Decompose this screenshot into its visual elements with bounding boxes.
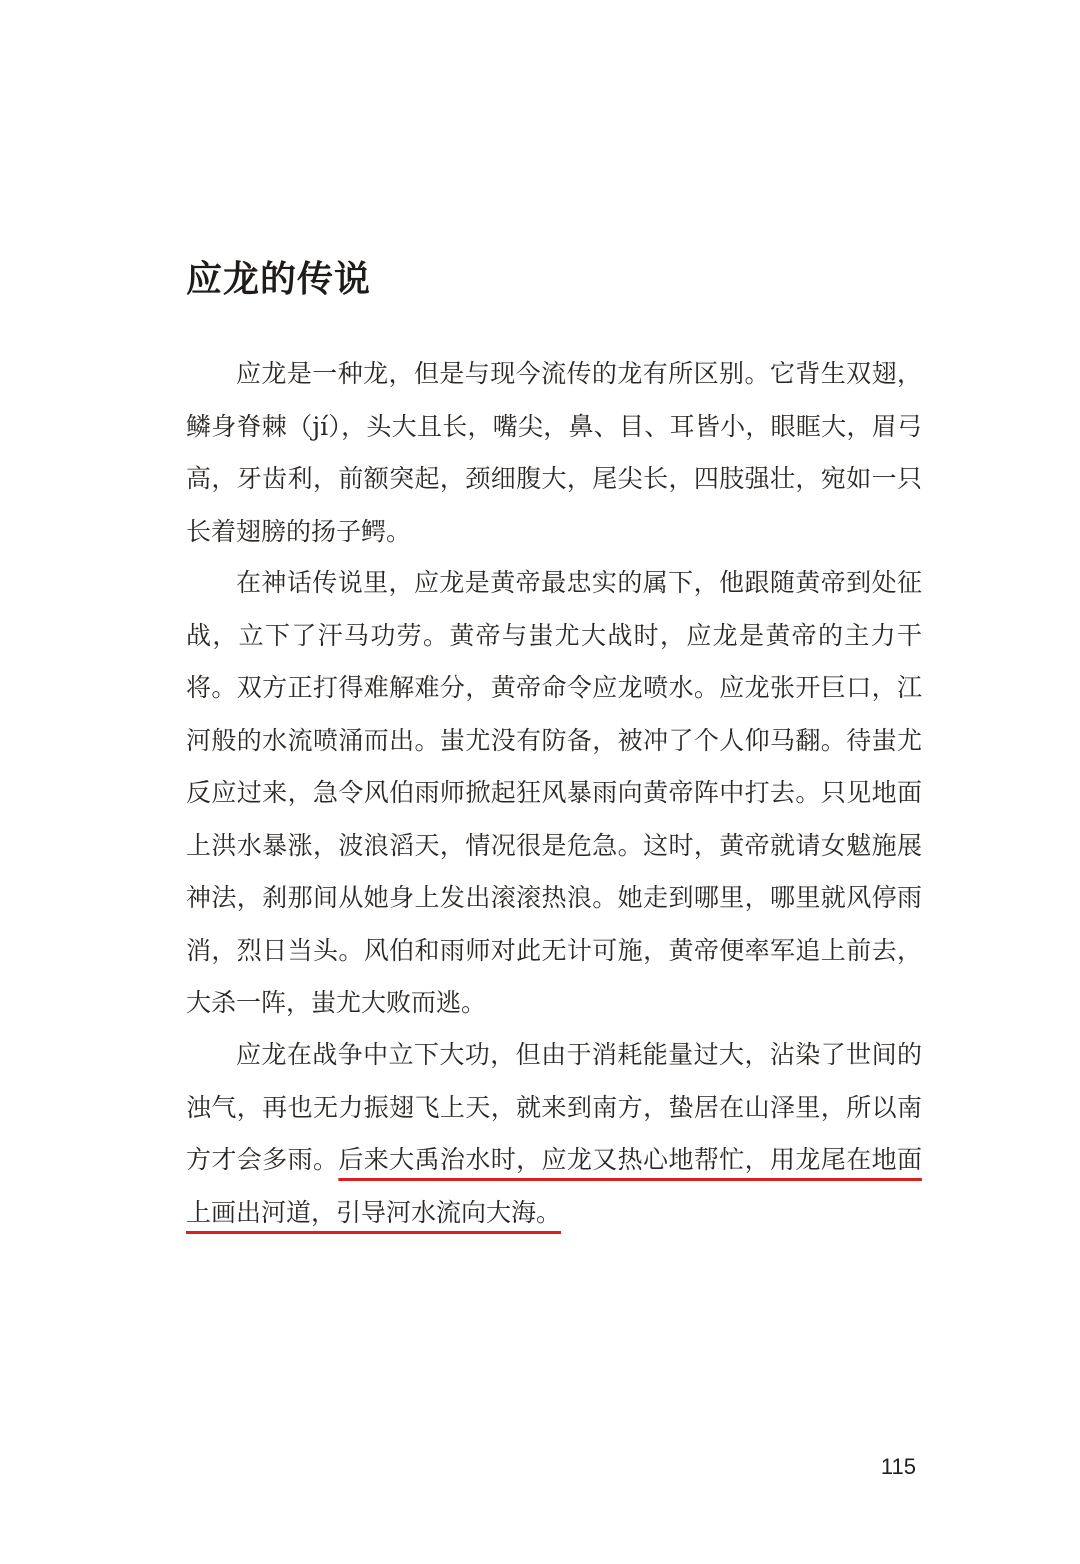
- paragraph-2: 在神话传说里，应龙是黄帝最忠实的属下，他跟随黄帝到处征战，立下了汗马功劳。黄帝与蚩尤大战时，应龙是黄帝的主力干将。双方正打得难解难分，黄帝命令应龙喷水。应龙张开巨口，江河般的水流喷涌而出。蚩尤没有防备，被冲了个人仰马翻。待蚩尤反应过来，急令风伯雨师掀起狂风暴雨向黄帝阵中打去。只见地面上洪水暴涨，波浪滔天，情况很是危急。这时，黄帝就请女魃施展神法，刹那间从她身上发出滚滚热浪。她走到哪里，哪里就风停雨消，烈日当头。风伯和雨师对此无计可施，黄帝便率军追上前去，大杀一阵，蚩尤大败而逃。: [186, 568, 922, 1017]
- page-title: 应龙的传说: [186, 259, 372, 300]
- paragraph-3-text: 应龙在战争中立下大功，但由于消耗能量过大，沾染了世间的浊气，再也无力振翅飞上天，就来到南方，蛰居在山泽里，所以南方才会多雨。: [186, 1040, 922, 1174]
- page-number: 115: [880, 1454, 916, 1479]
- underlined-highlight: 后来大禹治水时，应龙又热心地帮忙，用龙尾在地面上画出河道，引导河水流向大海。: [186, 1145, 922, 1227]
- paragraph-1: 应龙是一种龙，但是与现今流传的龙有所区别。它背生双翅，鳞身脊棘（jí），头大且长，嘴尖，鼻、目、耳皆小，眼眶大，眉弓高，牙齿利，前额突起，颈细腹大，尾尖长，四肢强壮，宛如一只长着翅膀的扬子鳄。: [186, 359, 922, 546]
- paragraph-3: [186, 1029, 922, 1239]
